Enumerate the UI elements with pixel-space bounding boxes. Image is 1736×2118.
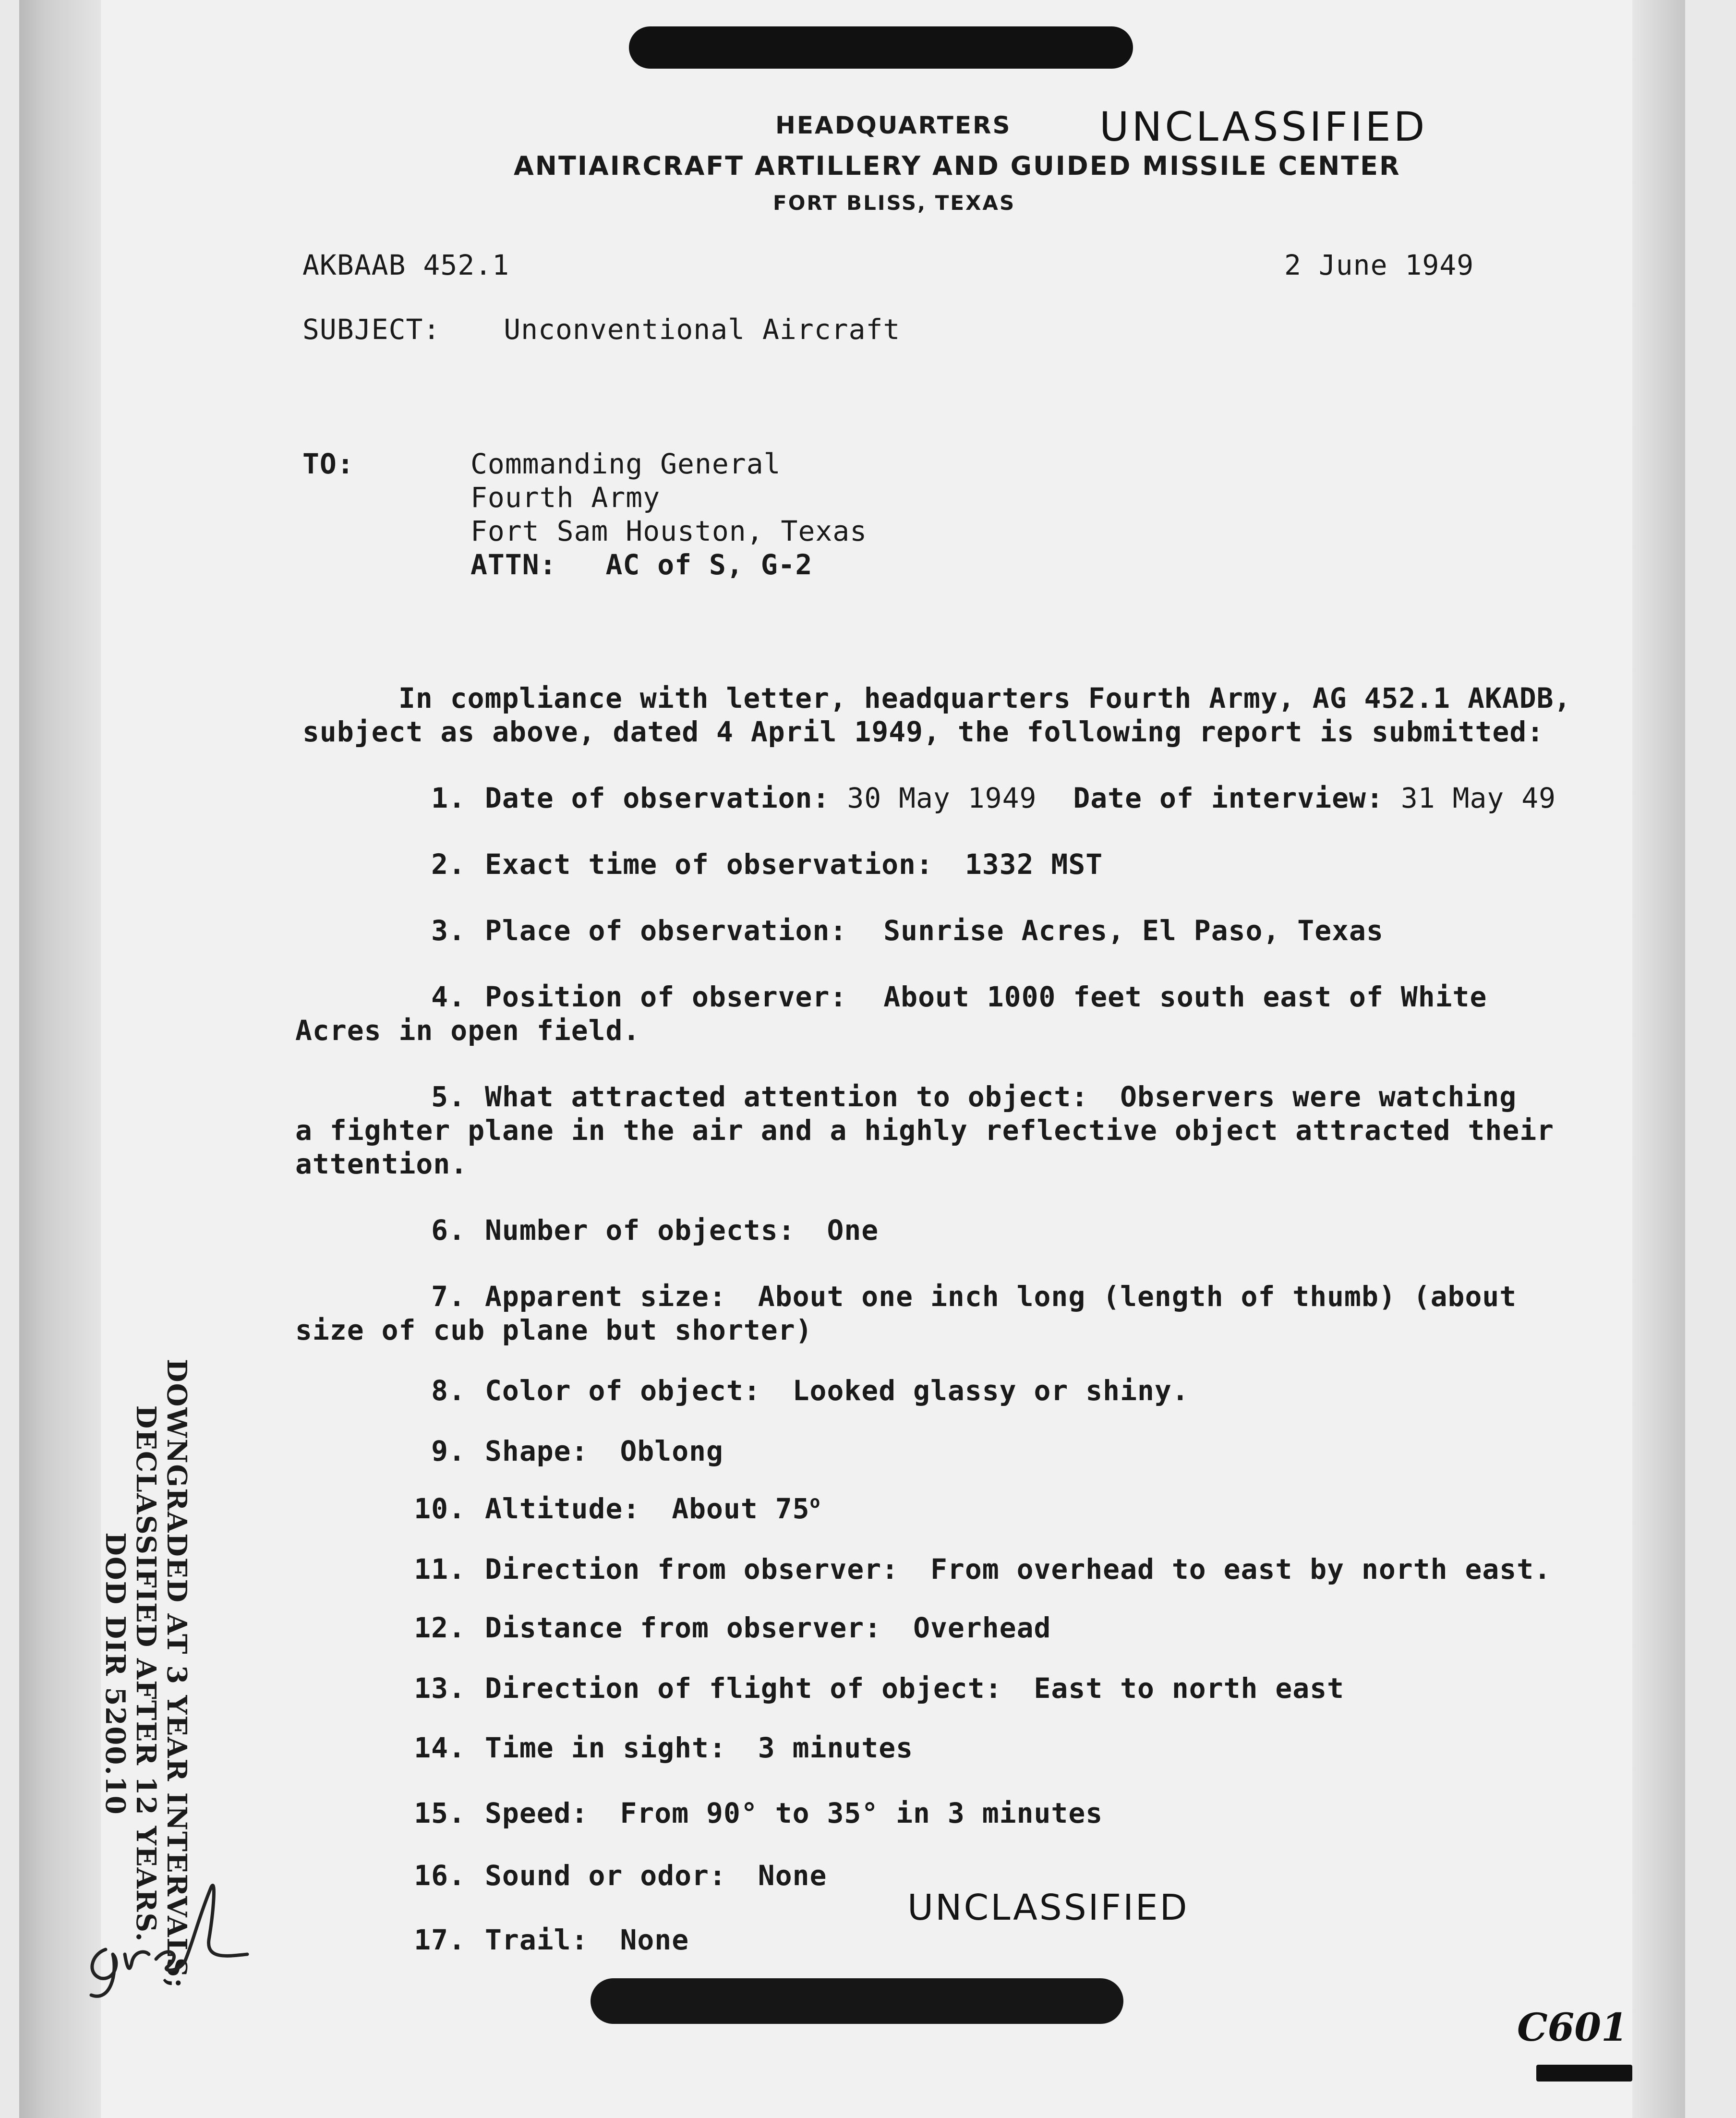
redaction-bar-bottom [591, 1978, 1123, 2024]
item-9: 9. Shape: Oblong [431, 1435, 723, 1467]
intro-line-1: In compliance with letter, headquarters Fourth Army, AG 452.1 AKADB, [398, 682, 1571, 714]
item-14: 14. Time in sight: 3 minutes [414, 1731, 914, 1764]
to-line-2: Fourth Army [470, 481, 661, 514]
attention-value: AC of S, G-2 [605, 548, 813, 581]
downgrade-line-3: DOD DIR 5200.10 [99, 1532, 131, 1815]
classification-stamp-top: UNCLASSIFIED [1099, 103, 1428, 150]
header-headquarters: HEADQUARTERS [775, 111, 1012, 139]
handwritten-initials [72, 1858, 264, 2002]
file-number: AKBAAB 452.1 [302, 249, 510, 281]
to-label: TO: [302, 448, 354, 480]
attention-line [470, 548, 812, 581]
attention-label: ATTN: [470, 548, 557, 581]
degree-sup: o [809, 1492, 821, 1512]
to-line-3: Fort Sam Houston, Texas [470, 515, 868, 547]
item-12: 12. Distance from observer: Overhead [414, 1611, 1051, 1644]
intro-line-2: subject as above, dated 4 April 1949, the following report is submitted: [302, 715, 1544, 748]
item-4-continued: Acres in open field. [295, 1014, 640, 1047]
item-17: 17. Trail: None [414, 1924, 689, 1956]
subject-line [302, 313, 900, 346]
classification-stamp-bottom: UNCLASSIFIED [907, 1887, 1189, 1928]
scan-shadow-right [1632, 0, 1685, 2118]
item-16: 16. Sound or odor: None [414, 1859, 827, 1892]
item-2: 2. Exact time of observation: 1332 MST [431, 848, 1103, 881]
item-15: 15. Speed: From 90° to 35° in 3 minutes [414, 1797, 1103, 1829]
to-line-1: Commanding General [470, 448, 781, 480]
item-10: 10. Altitude: About 75$^o$ [414, 1492, 821, 1525]
page-code: C601 [1517, 2005, 1628, 2050]
downgrade-line-2: DECLASSIFIED AFTER 12 YEARS. [130, 1405, 162, 1943]
item-5: 5. What attracted attention to object: Observers were watching [431, 1080, 1517, 1113]
header-location: FORT BLISS, TEXAS [773, 191, 1016, 215]
item-5-continued-2: attention. [295, 1148, 468, 1180]
downgrade-line-1: DOWNGRADED AT 3 YEAR INTERVALS; [161, 1359, 193, 1989]
document-page [19, 0, 1685, 2118]
item-6: 6. Number of objects: One [431, 1214, 879, 1247]
redaction-bar-top [629, 26, 1133, 69]
scan-shadow-left [19, 0, 101, 2118]
item-7-continued: size of cub plane but shorter) [295, 1314, 813, 1346]
item-13: 13. Direction of flight of object: East to north east [414, 1672, 1345, 1705]
subject-label: SUBJECT: [302, 313, 441, 346]
item-8: 8. Color of object: Looked glassy or shiny. [431, 1374, 1189, 1407]
header-center-name: ANTIAIRCRAFT ARTILLERY AND GUIDED MISSILE CENTER [514, 151, 1401, 181]
item-5-continued: a fighter plane in the air and a highly reflective object attracted their [295, 1114, 1555, 1147]
subject-value: Unconventional Aircraft [504, 313, 901, 346]
corner-mark [1536, 2065, 1632, 2082]
item-4: 4. Position of observer: About 1000 feet south east of White [431, 980, 1487, 1013]
item-11: 11. Direction from observer: From overhead to east by north east. [414, 1553, 1552, 1585]
item-1: 1. Date of observation: 30 May 1949 Date of interview: 31 May 49 [431, 782, 1556, 814]
item-3: 3. Place of observation: Sunrise Acres, El Paso, Texas [431, 914, 1384, 947]
item-7: 7. Apparent size: About one inch long (length of thumb) (about [431, 1280, 1517, 1313]
document-date: 2 June 1949 [1284, 249, 1474, 281]
